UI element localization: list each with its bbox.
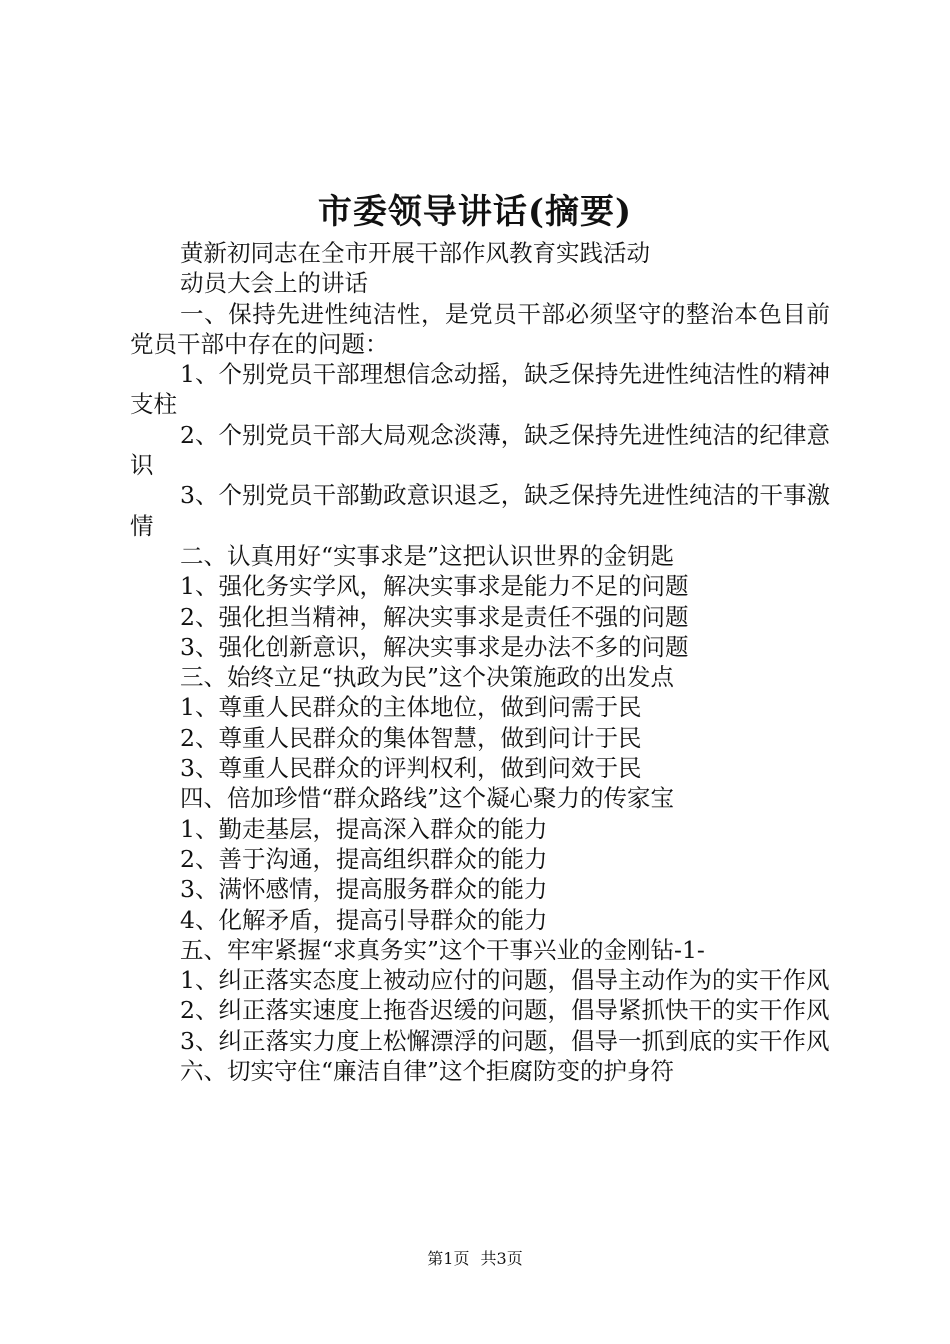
section-3-item-3: 3、尊重人民群众的评判权利，做到问效于民 <box>180 754 642 783</box>
subtitle-line-2: 动员大会上的讲话 <box>180 269 368 298</box>
document-body <box>130 238 830 1086</box>
section-3-item-1: 1、尊重人民群众的主体地位，做到问需于民 <box>180 693 642 722</box>
section-5-item-3: 3、纠正落实力度上松懈漂浮的问题，倡导一抓到底的实干作风 <box>180 1026 830 1055</box>
section-2-item-2: 2、强化担当精神，解决实事求是责任不强的问题 <box>180 602 689 631</box>
section-4-item-2: 2、善于沟通，提高组织群众的能力 <box>180 844 548 873</box>
section-1-item-3: 3、个别党员干部勤政意识退乏，缺乏保持先进性纯洁的干事激情 <box>130 481 830 540</box>
page-total: 共3页 <box>480 1249 523 1268</box>
section-1-item-2: 2、个别党员干部大局观念淡薄，缺乏保持先进性纯洁的纪律意识 <box>130 420 830 480</box>
section-4-item-4: 4、化解矛盾，提高引导群众的能力 <box>180 905 548 934</box>
section-4-heading: 四、倍加珍惜“群众路线”这个凝心聚力的传家宝 <box>180 784 675 813</box>
section-1-heading: 一、保持先进性纯洁性，是党员干部必须坚守的整治本色目前党员干部中存在的问题： <box>130 299 830 358</box>
subtitle-line-1: 黄新初同志在全市开展干部作风教育实践活动 <box>180 239 650 267</box>
section-4-item-3: 3、满怀感情，提高服务群众的能力 <box>180 875 548 904</box>
section-3-item-2: 2、尊重人民群众的集体智慧，做到问计于民 <box>180 723 642 752</box>
page-footer <box>0 1246 950 1269</box>
section-5-item-2: 2、纠正落实速度上拖沓迟缓的问题，倡导紧抓快干的实干作风 <box>180 996 830 1025</box>
section-5-item-1: 1、纠正落实态度上被动应付的问题，倡导主动作为的实干作风 <box>180 966 830 995</box>
page-number: 第1页 <box>427 1249 470 1268</box>
document-title: 市委领导讲话(摘要) <box>317 192 633 232</box>
section-4-item-1: 1、勤走基层，提高深入群众的能力 <box>180 814 548 843</box>
section-6-heading: 六、切实守住“廉洁自律”这个拒腐防变的护身符 <box>180 1057 675 1086</box>
section-5-heading: 五、牢牢紧握“求真务实”这个干事兴业的金刚钻-1- <box>180 935 705 964</box>
section-1-item-1: 1、个别党员干部理想信念动摇，缺乏保持先进性纯洁性的精神支柱 <box>130 360 830 419</box>
section-2-item-1: 1、强化务实学风，解决实事求是能力不足的问题 <box>180 572 689 601</box>
section-3-heading: 三、始终立足“执政为民”这个决策施政的出发点 <box>180 663 675 692</box>
section-2-item-3: 3、强化创新意识，解决实事求是办法不多的问题 <box>180 632 689 661</box>
section-2-heading: 二、认真用好“实事求是”这把认识世界的金钥匙 <box>180 541 675 570</box>
